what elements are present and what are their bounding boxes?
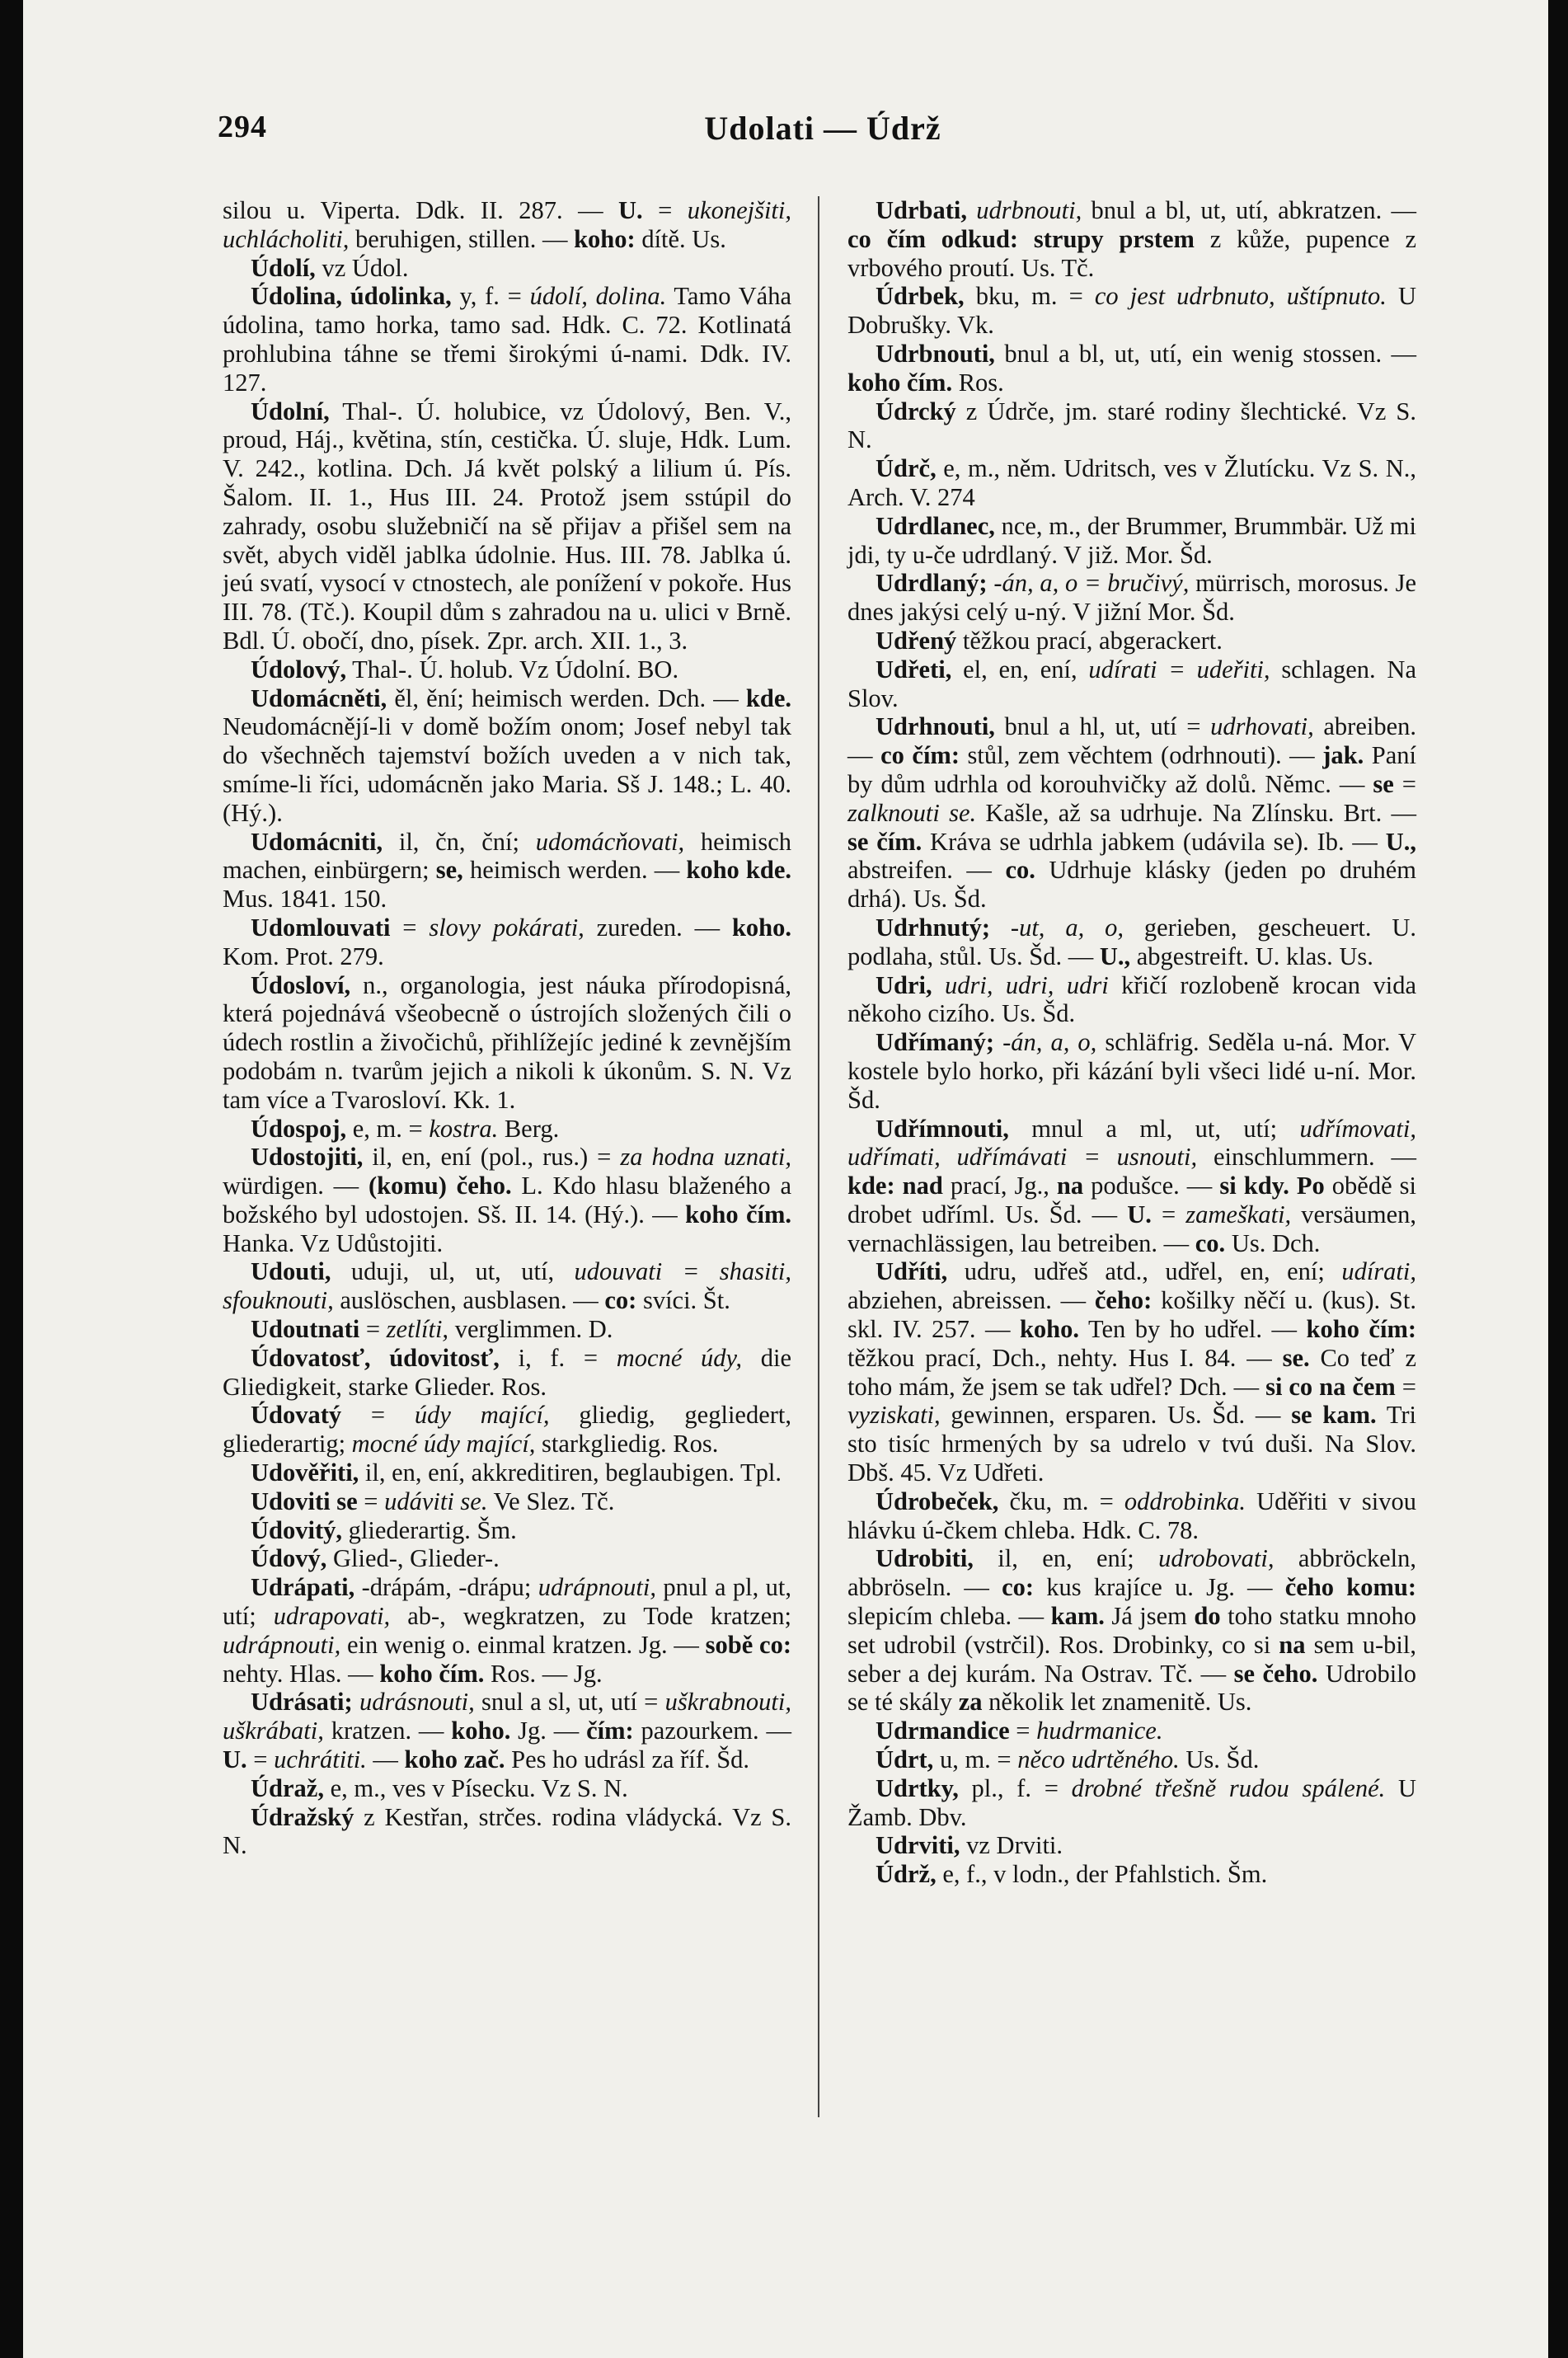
entry-text: versäumen, vernachlässigen, lau betreiben. — xyxy=(847,1200,1417,1257)
dictionary-entry xyxy=(847,282,1416,340)
entry-text: Udrhuje klásky (jeden po druhém drhá). Us. Šd. xyxy=(847,856,1417,914)
dictionary-entry xyxy=(847,1717,1416,1745)
entry-headword: Údolní, xyxy=(251,397,330,425)
entry-text: il, en, ení; xyxy=(973,1544,1159,1573)
entry-text xyxy=(994,1028,1002,1056)
dictionary-entry xyxy=(223,1344,791,1402)
dictionary-entry xyxy=(223,1257,791,1315)
entry-text: würdigen. — xyxy=(223,1172,369,1200)
entry-text: starkgliedig. Ros. xyxy=(535,1430,719,1458)
dictionary-entry xyxy=(847,569,1416,627)
entry-text: Paní by dům udrhla od korouhvičky až dolů. Němc. — xyxy=(847,741,1417,798)
entry-text: těžkou prací, abgerackert. xyxy=(956,626,1223,655)
entry-text: něco udrtěného. xyxy=(1017,1745,1180,1774)
entry-text: e, m. = xyxy=(346,1114,430,1143)
entry-text: uškrabnouti, uškrábati, xyxy=(223,1688,791,1745)
entry-text: -ut, a, o, xyxy=(1010,913,1124,942)
entry-headword: Údrž, xyxy=(876,1860,937,1889)
entry-text: čku, m. = xyxy=(998,1487,1124,1515)
dictionary-entry xyxy=(847,1745,1416,1774)
entry-text: mocné údy mající, xyxy=(351,1430,536,1458)
dictionary-entry xyxy=(223,1458,791,1487)
entry-text: auslöschen, ausblasen. — xyxy=(333,1286,605,1315)
dictionary-entry xyxy=(847,655,1416,713)
entry-text: si co na čem xyxy=(1265,1372,1396,1401)
entry-headword: Udrhnutý; xyxy=(876,913,990,942)
entry-text: zalknouti se. xyxy=(847,798,977,827)
entry-text: = xyxy=(359,1315,387,1344)
entry-headword: Udomlouvati xyxy=(251,913,391,942)
entry-text: Jg. — xyxy=(510,1717,587,1745)
entry-headword: Údrcký xyxy=(876,397,956,425)
entry-text: gerieben, gescheuert. U. podlaha, stůl. Us. Šd. — xyxy=(847,913,1417,970)
entry-text: einschlummern. — xyxy=(1197,1143,1416,1172)
entry-headword: Údrobeček, xyxy=(876,1487,999,1515)
entry-text: n., organologia, jest náuka přírodopisná, která pojednává všeobecně o ústrojích složených čili o údech rostlin a živočichů, přihlížejíc jediné k zevnějším podobám n. tvarům jejich a nikoli k úkonům. S. N. Vz tam více a Tvarosloví. Kk. 1. xyxy=(223,970,791,1114)
entry-text: co: xyxy=(604,1286,637,1315)
entry-text: = xyxy=(1395,1372,1417,1401)
entry-headword: Údrt, xyxy=(876,1745,934,1774)
entry-text: udáviti se. xyxy=(384,1487,488,1515)
entry-headword: Udrmandice xyxy=(876,1717,1010,1745)
entry-text: se čím. xyxy=(847,827,922,856)
entry-text: drobné třešně rudou spálené. xyxy=(1071,1773,1386,1802)
entry-headword: Údražský xyxy=(251,1802,354,1831)
entry-text: čeho komu: xyxy=(1284,1573,1416,1602)
entry-text: Berg. xyxy=(498,1114,560,1143)
entry-text: dítě. Us. xyxy=(635,224,726,253)
entry-text: U Dobrušky. Vk. xyxy=(847,282,1416,340)
entry-text: e, f., v lodn., der Pfahlstich. Šm. xyxy=(936,1860,1268,1889)
entry-headword: Udrobiti, xyxy=(876,1544,974,1573)
dictionary-entry xyxy=(847,1028,1416,1114)
entry-headword: Údolina, údolinka, xyxy=(251,282,452,311)
entry-text: košilky něčí u. (kus). St. skl. IV. 257. — xyxy=(847,1286,1416,1344)
entry-text: sobě co: xyxy=(705,1630,791,1659)
entry-text: koho čím. xyxy=(685,1200,792,1228)
entry-text: Mus. 1841. 150. xyxy=(223,885,387,914)
entry-text: heimisch machen, einbürgern; xyxy=(223,827,791,885)
entry-text: mürrisch, morosus. Je dnes jakýsi celý u-ný. V jižní Mor. Šd. xyxy=(847,569,1416,627)
entry-text: Tri sto tisíc hrmených by sa udrelo v tvú duši. Na Slov. Dbš. 45. Vz Udřeti. xyxy=(847,1401,1417,1487)
dictionary-entry xyxy=(847,196,1416,282)
entry-text: = xyxy=(390,913,430,942)
entry-text: U. xyxy=(1127,1200,1152,1228)
entry-text: udrbnouti, xyxy=(976,196,1082,224)
entry-text: kratzen. — xyxy=(323,1717,452,1745)
entry-text: bnul a bl, ut, utí, abkratzen. — xyxy=(1082,196,1417,224)
page-header xyxy=(188,109,1458,158)
entry-text: pazourkem. — xyxy=(633,1717,791,1745)
dictionary-entry xyxy=(847,454,1416,512)
entry-text xyxy=(967,196,976,224)
dictionary-entry xyxy=(847,712,1416,914)
entry-text: beruhigen, stillen. — xyxy=(349,224,575,253)
entry-text: svíci. Št. xyxy=(636,1286,730,1315)
entry-text: ukonejšiti, uchlácholiti, xyxy=(223,196,791,253)
entry-text: bku, m. = xyxy=(964,282,1095,311)
entry-text: udouvati = shasiti, sfouknouti, xyxy=(223,1257,791,1315)
entry-text: udrápnouti, xyxy=(223,1630,341,1659)
dictionary-entry xyxy=(223,1803,791,1861)
entry-text: udri, udri, udri xyxy=(945,970,1109,999)
entry-headword: Udříti, xyxy=(876,1257,948,1286)
dictionary-entry xyxy=(223,655,791,684)
entry-headword: Údraž, xyxy=(251,1773,324,1802)
entry-headword: Údovitý, xyxy=(251,1515,342,1544)
dictionary-entry xyxy=(847,1487,1416,1545)
entry-text: el, en, ení, xyxy=(951,655,1089,683)
entry-text: nehty. Hlas. — xyxy=(223,1659,380,1688)
entry-text: e, m., něm. Udritsch, ves v Žlutícku. Vz S. N., Arch. V. 274 xyxy=(847,454,1416,511)
dictionary-entry xyxy=(847,512,1416,570)
entry-text: — xyxy=(366,1745,405,1774)
entry-text: y, f. = xyxy=(451,282,530,311)
entry-text: abstreifen. — xyxy=(847,856,1006,885)
entry-headword: Udrtky, xyxy=(876,1773,959,1802)
entry-text: kde: nad xyxy=(847,1172,943,1200)
left-column xyxy=(223,196,791,1860)
entry-text: zameškati, xyxy=(1185,1200,1292,1228)
entry-headword: Udověřiti, xyxy=(251,1458,359,1487)
dictionary-entry xyxy=(223,684,791,828)
entry-headword: Udomácněti, xyxy=(251,683,387,712)
entry-text: Já jsem xyxy=(1104,1602,1195,1631)
entry-text: koho. xyxy=(451,1717,511,1745)
entry-headword: Udostojiti, xyxy=(251,1143,364,1172)
entry-text: udrápnouti, xyxy=(538,1573,656,1602)
dictionary-entry xyxy=(847,1860,1416,1889)
entry-text: co čím: xyxy=(880,741,960,770)
entry-text: co jest udrbnuto, uštípnuto. xyxy=(1094,282,1387,311)
entry-headword: Udrdlaný; xyxy=(876,569,988,598)
dictionary-entry xyxy=(223,397,791,655)
entry-text: z kůže, pupence z vrbového proutí. Us. Tč. xyxy=(847,224,1417,282)
dictionary-entry xyxy=(223,1544,791,1573)
entry-text: vz Drviti. xyxy=(960,1831,1063,1860)
entry-headword: Udri, xyxy=(876,970,932,999)
entry-headword: Udřímaný; xyxy=(876,1028,995,1057)
dictionary-entry xyxy=(223,1573,791,1688)
entry-text: údy mající, xyxy=(414,1401,550,1430)
entry-text: koho. xyxy=(731,913,791,942)
dictionary-entry xyxy=(223,1401,791,1458)
dictionary-entry xyxy=(847,1544,1416,1717)
entry-text: Ve Slez. Tč. xyxy=(487,1487,615,1515)
entry-headword: Údosloví, xyxy=(251,970,351,999)
entry-text: Tamo Váha údolina, tamo horka, tamo sad. Hdk. C. 72. Kotlinatá prohlubina táhne se třemi širokými ú-nami. Ddk. IV. 127. xyxy=(223,282,791,397)
entry-text: stůl, zem věchtem (odrhnouti). — xyxy=(960,741,1323,770)
entry-headword: Udrviti, xyxy=(876,1831,960,1860)
entry-text: abgestreift. U. klas. Us. xyxy=(1130,942,1373,970)
entry-headword: Udřímnouti, xyxy=(876,1114,1009,1143)
entry-text: Neudomácnějí-li v domě božím onom; Josef nebyl tak do všechněch tajemství božích uveden a v nich tak, smíme-li říci, udomácněn jako Maria. Sš J. 148.; L. 40. (Hý.). xyxy=(223,712,791,827)
entry-text: Udrobilo se té skály xyxy=(847,1659,1416,1717)
entry-headword: Údovatý xyxy=(251,1401,342,1430)
entry-text: se, xyxy=(435,856,463,885)
entry-headword: Udrbati, xyxy=(876,196,967,224)
entry-text: uduji, ul, ut, utí, xyxy=(331,1257,575,1286)
entry-text: bnul a hl, ut, utí = xyxy=(994,712,1211,741)
entry-text: Thal-. Ú. holubice, vz Údolový, Ben. V., proud, Háj., květina, stín, cestička. Ú. sluje, Hdk. Lum. V. 242., kotlina. Dch. Já květ polský a lilium ú. Pís. Šalom. II. 1., Hus III. 24. Protož jsem sstúpil do zahrady, osobu služebničí na sě přijav a přišel sem na svět, abych viděl jablka údolnie. Hus. III. 78. Jablka ú. jeú svatí, vysocí v ctnostech, ale ponížení v pokoře. Hus III. 78. (Tč.). Koupil dům s zahradou na u. ulici v Brně. Bdl. Ú. obočí, dno, písek. Zpr. arch. XII. 1., 3. xyxy=(223,397,791,655)
entry-text: snul a sl, ut, utí = xyxy=(474,1688,665,1717)
entry-text: gewinnen, ersparen. Us. Šd. — xyxy=(940,1401,1292,1430)
entry-text: udru, udřeš atd., udřel, en, ení; xyxy=(947,1257,1342,1286)
entry-text: za hodna uznati, xyxy=(620,1143,791,1172)
entry-headword: Udrhnouti, xyxy=(876,712,995,741)
entry-headword: Udrápati, xyxy=(251,1573,355,1602)
entry-text: prací, Jg., xyxy=(942,1172,1057,1200)
entry-text: několik let znamenitě. Us. xyxy=(982,1688,1252,1717)
entry-text: Us. Šd. xyxy=(1179,1745,1260,1774)
entry-text: sem u-bil, seber a dej kurám. Na Ostrav. Tč. — xyxy=(847,1630,1416,1688)
entry-text: Kašle, až sa udrhuje. Na Zlínsku. Brt. — xyxy=(976,798,1416,827)
entry-text: ein wenig o. einmal kratzen. Jg. — xyxy=(340,1630,706,1659)
dictionary-entry xyxy=(223,1143,791,1257)
entry-text: u, m. = xyxy=(933,1745,1018,1774)
entry-text: si kdy. Po xyxy=(1219,1172,1325,1200)
entry-text: = xyxy=(642,196,688,224)
dictionary-entry xyxy=(847,397,1416,455)
entry-text: zureden. — xyxy=(584,913,732,942)
entry-text: il, čn, ční; xyxy=(383,827,536,856)
dictionary-entry xyxy=(223,1774,791,1803)
dictionary-entry xyxy=(223,1516,791,1545)
entry-text: hudrmanice. xyxy=(1036,1717,1163,1745)
entry-text: ěl, ění; heimisch werden. Dch. — xyxy=(387,683,746,712)
entry-text: mocné údy, xyxy=(616,1343,743,1372)
entry-text: se čeho. xyxy=(1233,1659,1318,1688)
entry-headword: Udrbnouti, xyxy=(876,339,995,368)
entry-text: kus krajíce u. Jg. — xyxy=(1034,1573,1285,1602)
entry-text: die Gliedigkeit, starke Glieder. Ros. xyxy=(223,1343,791,1401)
entry-text: toho statku mnoho set udrobil (vstrčil). Ros. Drobinky, co si xyxy=(847,1602,1416,1659)
entry-text: z Údrče, jm. staré rodiny šlechtické. Vz S. N. xyxy=(847,397,1416,454)
entry-text: na xyxy=(1056,1172,1084,1200)
entry-text: Thal-. Ú. holub. Vz Údolní. BO. xyxy=(346,655,679,683)
entry-text: U Žamb. Dbv. xyxy=(847,1773,1416,1831)
entry-text: U., xyxy=(1099,942,1131,970)
entry-text: udrapovati, xyxy=(273,1602,391,1631)
entry-text: il, en, ení (pol., rus.) = xyxy=(363,1143,621,1172)
entry-text: (komu) čeho. xyxy=(368,1172,512,1200)
entry-text: strupy prstem xyxy=(1033,224,1195,253)
entry-text: -drápám, -drápu; xyxy=(354,1573,538,1602)
dictionary-entry xyxy=(223,971,791,1115)
entry-text: U., xyxy=(1385,827,1416,856)
dictionary-entry xyxy=(223,914,791,971)
entry-text: z Kestřan, strčes. rodina vládycká. Vz S. N. xyxy=(223,1802,791,1860)
entry-text: = xyxy=(341,1401,415,1430)
entry-text: co. xyxy=(1005,856,1035,885)
entry-text: Uděřiti v sivou hlávku ú-čkem chleba. Hdk. C. 78. xyxy=(847,1487,1416,1544)
entry-text: údolí, dolina. xyxy=(529,282,667,311)
column-divider xyxy=(818,196,819,2117)
entry-headword: Udoviti se xyxy=(251,1487,358,1515)
entry-text: e, m., ves v Písecku. Vz S. N. xyxy=(323,1773,628,1802)
entry-text: Ten by ho udřel. — xyxy=(1079,1315,1307,1344)
entry-text: schläfrig. Seděla u-ná. Mor. V kostele bylo horko, při kázání byli všeci lidé u-ní. Mor. Šd. xyxy=(847,1028,1416,1114)
entry-text: obědě si drobet udříml. Us. Šd. — xyxy=(847,1172,1417,1228)
entry-text xyxy=(990,914,1011,942)
dictionary-entry xyxy=(223,196,791,254)
dictionary-entry xyxy=(847,971,1416,1029)
entry-text: kam. xyxy=(1050,1602,1105,1631)
entry-text: co: xyxy=(1002,1573,1035,1602)
page-number: 294 xyxy=(218,110,267,144)
entry-text: udomácňovati, xyxy=(535,827,685,856)
entry-text: uchrátiti. xyxy=(274,1745,367,1774)
dictionary-entry xyxy=(223,1315,791,1344)
dictionary-entry xyxy=(223,282,791,397)
entry-headword: Udřeti, xyxy=(876,655,952,683)
entry-headword: Údospoj, xyxy=(251,1114,347,1143)
dictionary-entry xyxy=(847,1831,1416,1860)
right-column xyxy=(847,196,1416,1889)
entry-text: Kom. Prot. 279. xyxy=(223,942,384,970)
entry-text: co. xyxy=(1195,1228,1226,1257)
entry-text: koho: xyxy=(574,224,636,253)
dictionary-entry xyxy=(847,340,1416,397)
entry-text: Kráva se udrhla jabkem (udávila se). Ib. — xyxy=(922,827,1386,856)
entry-text: i, f. = xyxy=(499,1343,617,1372)
entry-text: za xyxy=(958,1688,983,1717)
entry-text: na xyxy=(1279,1630,1306,1659)
entry-headword: Udomácniti, xyxy=(251,827,383,856)
entry-text: = xyxy=(1151,1200,1186,1228)
entry-headword: Udrásati; xyxy=(251,1688,353,1717)
dictionary-entry xyxy=(223,1115,791,1144)
entry-text: oddrobinka. xyxy=(1124,1487,1246,1515)
entry-text: se. xyxy=(1282,1343,1310,1372)
entry-headword: Udřený xyxy=(876,626,957,655)
entry-text: kostra. xyxy=(429,1114,499,1143)
entry-text: udírati, xyxy=(1341,1257,1416,1286)
entry-text: -án, a, o, xyxy=(1002,1028,1097,1057)
entry-text: L. Kdo hlasu blaženého a božského byl udostojen. Sš. II. 14. (Hý.). — xyxy=(223,1172,791,1228)
entry-text: vyziskati, xyxy=(847,1401,941,1430)
entry-text: heimisch werden. — xyxy=(462,856,687,885)
entry-text: koho čím. xyxy=(847,368,953,397)
entry-text: = xyxy=(1009,1717,1037,1745)
entry-text: bnul a bl, ut, utí, ein wenig stossen. — xyxy=(994,339,1416,368)
entry-text: se kam. xyxy=(1291,1401,1377,1430)
entry-text: pnul a pl, ut, utí; xyxy=(223,1573,791,1631)
dictionary-entry xyxy=(847,1257,1416,1487)
entry-text: udrásnouti, xyxy=(359,1688,475,1717)
dictionary-entry xyxy=(223,828,791,914)
entry-headword: Údolový, xyxy=(251,655,347,683)
entry-text: verglimmen. D. xyxy=(448,1315,613,1344)
entry-text: slepicím chleba. — xyxy=(847,1602,1051,1631)
dictionary-entry xyxy=(223,254,791,283)
entry-text: Hanka. Vz Udůstojiti. xyxy=(223,1228,444,1257)
entry-text: = xyxy=(357,1487,385,1515)
entry-text: koho čím: xyxy=(1306,1315,1417,1344)
dictionary-entry xyxy=(847,627,1416,655)
entry-text: Pes ho udrásl za říf. Šd. xyxy=(505,1745,750,1774)
entry-text: zetlíti, xyxy=(386,1315,449,1344)
entry-headword: Údový, xyxy=(251,1544,327,1573)
entry-headword: Údolí, xyxy=(251,253,316,282)
entry-text: koho zač. xyxy=(404,1745,505,1774)
entry-text: Glied-, Glieder-. xyxy=(326,1544,500,1573)
entry-headword: Údrč, xyxy=(876,454,937,483)
entry-headword: Údrbek, xyxy=(876,282,965,311)
entry-text: udrobovati, xyxy=(1158,1544,1275,1573)
entry-headword: Udoutnati xyxy=(251,1315,360,1344)
entry-text: čeho: xyxy=(1094,1286,1153,1315)
entry-text: křičí rozlobeně krocan vida někoho cizího. Us. Šd. xyxy=(847,970,1416,1028)
dictionary-page xyxy=(23,0,1548,2358)
dictionary-entry xyxy=(223,1487,791,1516)
dictionary-entry xyxy=(847,1774,1416,1832)
entry-text: těžkou prací, Dch., nehty. Hus I. 84. — xyxy=(847,1343,1283,1372)
entry-text: abreiben. — xyxy=(847,712,1416,770)
entry-text xyxy=(353,1688,359,1716)
entry-text: se xyxy=(1373,769,1394,798)
entry-text xyxy=(1018,225,1034,253)
running-head: Udolati — Údrž xyxy=(704,110,941,147)
entry-text: abbröckeln, abbröseln. — xyxy=(847,1544,1416,1602)
entry-text: co čím odkud: xyxy=(847,224,1019,253)
entry-text: gliederartig. Šm. xyxy=(342,1515,517,1544)
entry-text: U. xyxy=(223,1745,247,1774)
entry-text: koho. xyxy=(1019,1315,1080,1344)
dictionary-entry xyxy=(223,1688,791,1773)
entry-text: udrhovati, xyxy=(1210,712,1314,741)
entry-text: podušce. — xyxy=(1083,1172,1220,1200)
entry-text: udřímovati, udřímati, udřímávati = usnouti, xyxy=(847,1114,1416,1172)
entry-text: il, en, ení, akkreditiren, beglaubigen. Tpl. xyxy=(359,1458,782,1487)
entry-text: do xyxy=(1194,1602,1221,1631)
entry-text: jak. xyxy=(1322,741,1364,770)
entry-text: -án, a, o = bručivý, xyxy=(993,569,1190,598)
entry-text: Ros. xyxy=(952,368,1004,397)
entry-text: U. xyxy=(618,196,643,224)
entry-text: vz Údol. xyxy=(315,253,409,282)
entry-text: slovy pokárati, xyxy=(429,913,584,942)
entry-text: = xyxy=(1393,769,1417,798)
entry-text: mnul a ml, ut, utí; xyxy=(1008,1114,1300,1143)
entry-text: silou u. Viperta. Ddk. II. 287. — xyxy=(223,196,619,224)
entry-text: čím: xyxy=(586,1717,634,1745)
entry-text: abziehen, abreissen. — xyxy=(847,1286,1095,1315)
entry-headword: Údovatosť, údovitosť, xyxy=(251,1343,500,1372)
entry-text: ab-, wegkratzen, zu Tode kratzen; xyxy=(390,1602,791,1631)
entry-text: udírati = udeřiti, xyxy=(1088,655,1270,683)
entry-text: Us. Dch. xyxy=(1225,1228,1321,1257)
dictionary-entry xyxy=(847,1115,1416,1258)
entry-text: schlagen. Na Slov. xyxy=(847,655,1416,712)
entry-text: pl., f. = xyxy=(958,1773,1072,1802)
entry-text: Ros. — Jg. xyxy=(484,1659,603,1688)
entry-text: = xyxy=(246,1745,275,1774)
entry-text: koho kde. xyxy=(686,856,792,885)
entry-text: nce, m., der Brummer, Brummbär. Už mi jdi, ty u-če udrdlaný. V již. Mor. Šd. xyxy=(847,511,1416,569)
entry-text: koho čím. xyxy=(379,1659,485,1688)
entry-text: Co teď z toho mám, že jsem se tak udřel? Dch. — xyxy=(847,1343,1416,1401)
entry-text xyxy=(932,971,945,999)
entry-text: kde. xyxy=(745,683,791,712)
entry-headword: Udouti, xyxy=(251,1257,331,1286)
entry-headword: Udrdlanec, xyxy=(876,511,995,540)
dictionary-entry xyxy=(847,914,1416,971)
entry-text: gliedig, gegliedert, gliederartig; xyxy=(223,1401,791,1458)
